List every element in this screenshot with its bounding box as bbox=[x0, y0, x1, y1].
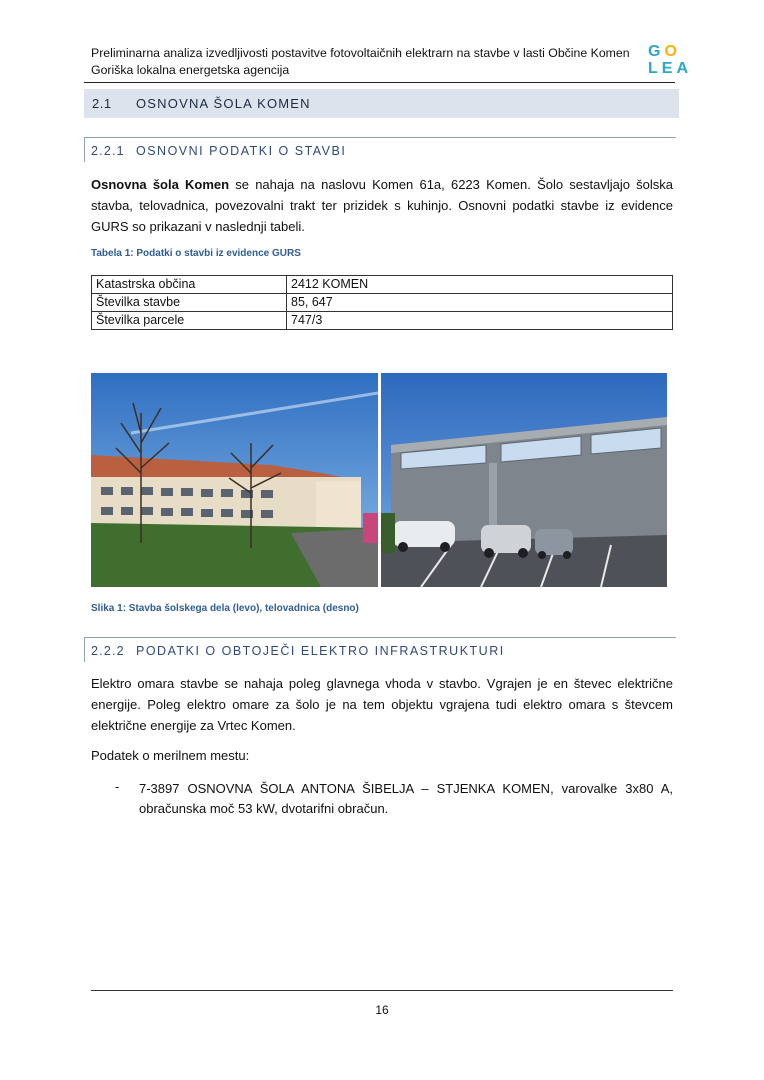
subsection-number: 2.2.1 bbox=[91, 144, 125, 158]
table-value: 2412 KOMEN bbox=[287, 276, 673, 294]
description-text: se nahaja na naslovu Komen 61a, 6223 Komen. Šolo sestavljajo šolska stavba, telovadnica, povezovalni trakt ter prizidek s kuhinjo. Osnovni podatki stavbe iz evidence GURS so prikazani v naslednji tabeli. bbox=[91, 177, 674, 234]
subsection-title: PODATKI O OBTOJEČI ELEKTRO INFRASTRUKTURI bbox=[136, 644, 505, 658]
golea-logo bbox=[648, 43, 690, 79]
logo-bottom: LEA bbox=[648, 60, 692, 77]
gurs-table bbox=[91, 275, 673, 330]
footer-divider bbox=[91, 990, 673, 991]
logo-top: GO bbox=[648, 43, 681, 60]
table-key: Številka parcele bbox=[92, 312, 287, 330]
table-caption: Tabela 1: Podatki o stavbi iz evidence GURS bbox=[91, 248, 301, 259]
table-row bbox=[92, 276, 673, 294]
header-divider bbox=[84, 82, 675, 83]
header-agency: Goriška lokalna energetska agencija bbox=[91, 63, 290, 77]
table-value: 747/3 bbox=[287, 312, 673, 330]
school-name: Osnovna šola Komen bbox=[91, 177, 230, 192]
gymnasium-photo bbox=[381, 373, 667, 587]
table-key: Katastrska občina bbox=[92, 276, 287, 294]
table-value: 85, 647 bbox=[287, 294, 673, 312]
figure-caption: Slika 1: Stavba šolskega dela (levo), telovadnica (desno) bbox=[91, 603, 359, 614]
table-key: Številka stavbe bbox=[92, 294, 287, 312]
table-row bbox=[92, 312, 673, 330]
table-row bbox=[92, 294, 673, 312]
metering-intro: Podatek o merilnem mestu: bbox=[91, 748, 250, 763]
metering-point-item: 7-3897 OSNOVNA ŠOLA ANTONA ŠIBELJA – STJENKA KOMEN, varovalke 3x80 A, obračunska moč 53 kW, dvotarifni obračun. bbox=[139, 781, 673, 816]
subsection-number: 2.2.2 bbox=[91, 644, 125, 658]
document-header bbox=[91, 45, 631, 79]
section-title: OSNOVNA ŠOLA KOMEN bbox=[136, 96, 311, 111]
bullet-marker: - bbox=[115, 779, 120, 794]
subsection-title: OSNOVNI PODATKI O STAVBI bbox=[136, 144, 347, 158]
school-building-photo bbox=[91, 373, 378, 587]
header-title: Preliminarna analiza izvedljivosti postavitve fotovoltaičnih elektrarn na stavbe v lasti Občine Komen bbox=[91, 46, 630, 60]
electrical-description: Elektro omara stavbe se nahaja poleg glavnega vhoda v stavbo. Vgrajen je en števec električne energije. Poleg elektro omare za šolo je na tem objektu vgrajena tudi elektro omara s števcem električne energije za Vrtec Komen. bbox=[91, 676, 673, 733]
page-number: 16 bbox=[375, 1003, 389, 1017]
section-number: 2.1 bbox=[92, 96, 112, 111]
building-description bbox=[91, 174, 673, 237]
